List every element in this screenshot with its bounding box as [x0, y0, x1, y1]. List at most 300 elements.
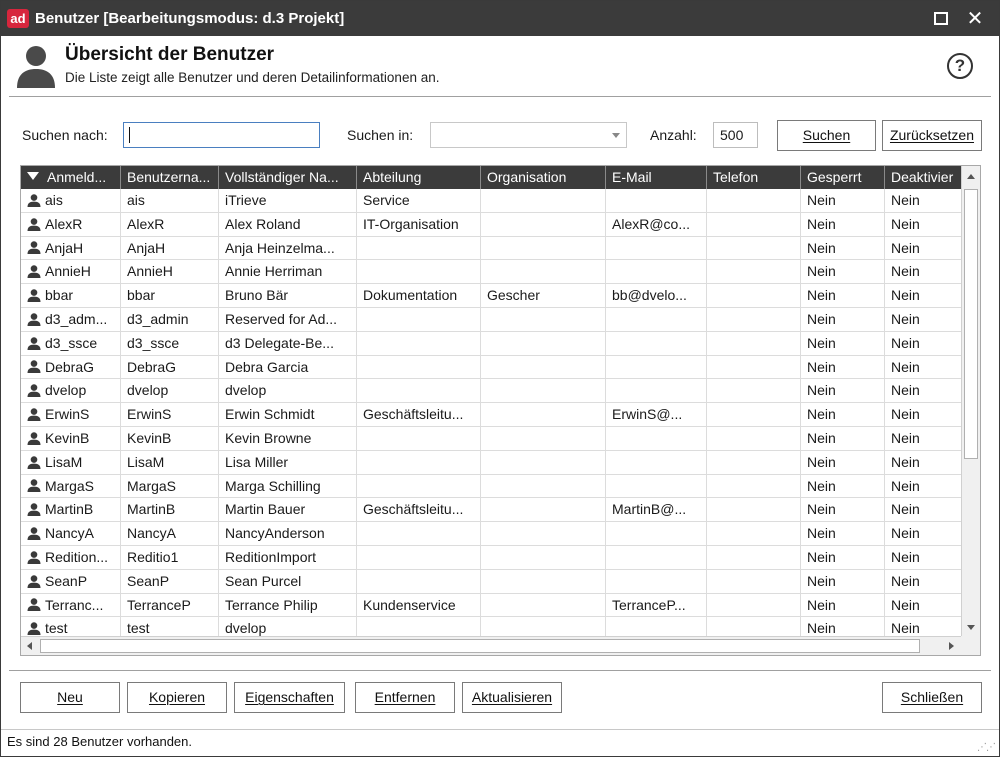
- table-cell: [357, 427, 481, 451]
- cell-text: d3_ssce: [45, 334, 98, 351]
- sort-descending-icon: [27, 172, 39, 180]
- cell-text: MargaS: [45, 477, 95, 494]
- table-cell: [121, 498, 219, 522]
- table-cell: [707, 403, 801, 427]
- table-cell: [606, 356, 707, 380]
- horizontal-scrollbar[interactable]: [21, 636, 980, 655]
- table-cell: [219, 570, 357, 594]
- app-logo-icon: ad: [7, 9, 29, 28]
- table-cell: [357, 570, 481, 594]
- cell-text: Nein: [891, 501, 920, 518]
- table-cell: [121, 260, 219, 284]
- table-cell: [885, 308, 962, 332]
- table-row[interactable]: [21, 451, 962, 475]
- cell-text: IT-Organisation: [363, 215, 459, 232]
- cell-text: Geschäftsleitu...: [363, 406, 464, 423]
- search-for-input[interactable]: [123, 122, 320, 148]
- table-cell: [606, 522, 707, 546]
- table-cell: [885, 356, 962, 380]
- cell-text: AnjaH: [127, 239, 166, 256]
- cell-text: ErwinS: [127, 406, 172, 423]
- scrollbar-corner: [961, 636, 980, 655]
- cell-text: dvelop: [225, 620, 267, 637]
- table-cell: [481, 260, 606, 284]
- table-cell: [606, 332, 707, 356]
- table-cell: [885, 546, 962, 570]
- table-cell: [21, 356, 121, 380]
- table-cell: [707, 546, 801, 570]
- table-row[interactable]: [21, 379, 962, 403]
- table-cell: [885, 237, 962, 261]
- table-cell: [606, 427, 707, 451]
- table-body: [21, 189, 962, 641]
- table-cell: [219, 427, 357, 451]
- table-cell: [357, 284, 481, 308]
- table-row[interactable]: [21, 356, 962, 380]
- cell-text: KevinB: [127, 429, 172, 446]
- cell-text: test: [45, 620, 68, 637]
- cell-text: Nein: [807, 501, 836, 518]
- user-icon: [27, 337, 41, 350]
- user-icon: [27, 432, 41, 445]
- table-cell: [21, 427, 121, 451]
- scroll-down-icon[interactable]: [967, 625, 975, 630]
- column-header[interactable]: [885, 166, 962, 189]
- table-cell: [219, 451, 357, 475]
- table-cell: [121, 475, 219, 499]
- table-cell: [481, 427, 606, 451]
- cell-text: d3_ssce: [127, 334, 180, 351]
- column-header[interactable]: [219, 166, 357, 189]
- cell-text: d3_adm...: [45, 310, 108, 327]
- cell-text: MartinB: [127, 501, 176, 518]
- table-cell: [219, 308, 357, 332]
- user-icon: [27, 313, 41, 326]
- table-cell: [219, 260, 357, 284]
- table-cell: [801, 379, 885, 403]
- cell-text: ErwinS@...: [612, 406, 683, 423]
- table-cell: [481, 522, 606, 546]
- table-cell: [21, 475, 121, 499]
- cell-text: Nein: [807, 477, 836, 494]
- cell-text: Nein: [891, 596, 920, 613]
- table-cell: [121, 356, 219, 380]
- cell-text: Gescher: [487, 287, 540, 304]
- cell-text: Nein: [807, 620, 836, 637]
- table-cell: [357, 237, 481, 261]
- table-cell: [801, 403, 885, 427]
- table-cell: [801, 356, 885, 380]
- cell-text: Nein: [891, 525, 920, 542]
- table-row[interactable]: [21, 570, 962, 594]
- cell-text: test: [127, 620, 150, 637]
- cell-text: Terrance Philip: [225, 596, 318, 613]
- table-cell: [481, 475, 606, 499]
- window-title: Benutzer [Bearbeitungsmodus: d.3 Projekt]: [35, 10, 345, 27]
- column-header[interactable]: [357, 166, 481, 189]
- table-row[interactable]: [21, 403, 962, 427]
- search-for-label: Suchen nach:: [22, 127, 108, 143]
- cell-text: DebraG: [45, 358, 95, 375]
- column-header-label: Deaktivier: [891, 169, 954, 185]
- close-window-button[interactable]: [957, 1, 993, 36]
- user-avatar-icon: [15, 44, 57, 88]
- table-cell: [606, 379, 707, 403]
- page-subtitle: Die Liste zeigt alle Benutzer und deren Detailinformationen an.: [65, 70, 440, 85]
- table-cell: [606, 260, 707, 284]
- cell-text: Nein: [807, 429, 836, 446]
- table-row[interactable]: [21, 308, 962, 332]
- table-cell: [357, 546, 481, 570]
- count-value: 500: [720, 127, 744, 143]
- header-divider: [9, 96, 991, 97]
- column-header-label: Abteilung: [363, 169, 422, 185]
- vertical-scroll-thumb[interactable]: [964, 189, 978, 459]
- cell-text: d3 Delegate-Be...: [225, 334, 334, 351]
- cell-text: Nein: [807, 263, 836, 280]
- cell-text: ais: [127, 192, 145, 208]
- cell-text: ais: [45, 192, 63, 208]
- cell-text: MargaS: [127, 477, 177, 494]
- table-cell: [481, 403, 606, 427]
- cell-text: ReditionImport: [225, 548, 317, 565]
- column-header-label: Benutzerna...: [127, 169, 211, 185]
- cell-text: Nein: [891, 287, 920, 304]
- cell-text: Nein: [891, 192, 920, 208]
- table-cell: [606, 594, 707, 618]
- table-row[interactable]: [21, 546, 962, 570]
- table-cell: [357, 189, 481, 213]
- column-header[interactable]: [801, 166, 885, 189]
- cell-text: Nein: [807, 596, 836, 613]
- table-cell: [21, 451, 121, 475]
- table-cell: [885, 260, 962, 284]
- table-cell: [21, 189, 121, 213]
- maximize-button[interactable]: [923, 1, 959, 36]
- user-icon: [27, 575, 41, 588]
- table-cell: [707, 284, 801, 308]
- table-cell: [707, 260, 801, 284]
- table-cell: [219, 284, 357, 308]
- user-icon: [27, 408, 41, 421]
- cell-text: Nein: [891, 453, 920, 470]
- table-cell: [219, 403, 357, 427]
- cell-text: Nein: [807, 525, 836, 542]
- close-icon: ✕: [966, 8, 984, 30]
- table-cell: [481, 356, 606, 380]
- table-cell: [21, 403, 121, 427]
- table-cell: [606, 570, 707, 594]
- table-cell: [801, 475, 885, 499]
- table-cell: [801, 189, 885, 213]
- table-header: [21, 166, 962, 189]
- table-row[interactable]: [21, 475, 962, 499]
- table-cell: [481, 451, 606, 475]
- table-cell: [885, 332, 962, 356]
- cell-text: Nein: [807, 358, 836, 375]
- table-cell: [121, 451, 219, 475]
- table-cell: [121, 546, 219, 570]
- table-cell: [707, 237, 801, 261]
- status-bar: [1, 729, 999, 756]
- table-cell: [121, 189, 219, 213]
- table-cell: [606, 546, 707, 570]
- column-header[interactable]: [707, 166, 801, 189]
- column-header[interactable]: [606, 166, 707, 189]
- cell-text: Nein: [807, 239, 836, 256]
- table-cell: [606, 189, 707, 213]
- table-cell: [885, 213, 962, 237]
- cell-text: Dokumentation: [363, 287, 458, 304]
- column-header-label: Vollständiger Na...: [225, 169, 339, 185]
- cell-text: NancyAnderson: [225, 525, 325, 542]
- cell-text: AnnieH: [45, 263, 91, 280]
- table-row[interactable]: [21, 498, 962, 522]
- search-in-dropdown[interactable]: [430, 122, 627, 148]
- table-cell: [606, 213, 707, 237]
- table-cell: [21, 284, 121, 308]
- vertical-scrollbar[interactable]: [961, 166, 980, 637]
- user-icon: [27, 384, 41, 397]
- cell-text: Nein: [807, 334, 836, 351]
- user-icon: [27, 479, 41, 492]
- table-cell: [801, 237, 885, 261]
- scroll-left-icon[interactable]: [27, 642, 32, 650]
- column-header[interactable]: [121, 166, 219, 189]
- cell-text: SeanP: [127, 572, 170, 589]
- table-cell: [481, 237, 606, 261]
- resize-grip-icon[interactable]: ⋰⋰: [977, 742, 995, 753]
- chevron-down-icon: [612, 133, 620, 138]
- cell-text: TerranceP: [127, 596, 191, 613]
- table-cell: [219, 379, 357, 403]
- column-header[interactable]: [21, 166, 121, 189]
- cell-text: MartinB@...: [612, 501, 687, 518]
- table-cell: [707, 356, 801, 380]
- cell-text: dvelop: [225, 382, 267, 399]
- table-cell: [219, 189, 357, 213]
- user-icon: [27, 551, 41, 564]
- page-title: Übersicht der Benutzer: [65, 44, 275, 65]
- title-bar[interactable]: [1, 1, 999, 36]
- column-header-label: E-Mail: [612, 169, 652, 185]
- users-table[interactable]: [20, 165, 981, 656]
- table-cell: [885, 379, 962, 403]
- scroll-right-icon[interactable]: [949, 642, 954, 650]
- cell-text: DebraG: [127, 358, 177, 375]
- table-cell: [121, 427, 219, 451]
- user-icon: [27, 598, 41, 611]
- user-icon: [27, 289, 41, 302]
- horizontal-scroll-thumb[interactable]: [40, 639, 920, 653]
- cell-text: dvelop: [45, 382, 87, 399]
- cell-text: Nein: [891, 620, 920, 637]
- cell-text: Erwin Schmidt: [225, 406, 315, 423]
- table-cell: [885, 594, 962, 618]
- table-cell: [801, 498, 885, 522]
- table-cell: [357, 498, 481, 522]
- table-cell: [357, 475, 481, 499]
- cell-text: Nein: [807, 453, 836, 470]
- cell-text: Nein: [891, 215, 920, 232]
- cell-text: NancyA: [45, 525, 95, 542]
- table-cell: [481, 594, 606, 618]
- page-header: [1, 36, 999, 96]
- count-input[interactable]: [713, 122, 758, 148]
- table-cell: [801, 570, 885, 594]
- column-header-label: Anmeld...: [47, 169, 107, 185]
- table-cell: [885, 570, 962, 594]
- user-icon: [27, 265, 41, 278]
- user-icon: [27, 503, 41, 516]
- table-cell: [707, 332, 801, 356]
- cell-text: Kevin Browne: [225, 429, 312, 446]
- table-row[interactable]: [21, 284, 962, 308]
- cell-text: Bruno Bär: [225, 287, 289, 304]
- table-cell: [357, 451, 481, 475]
- table-row[interactable]: [21, 189, 962, 213]
- table-cell: [121, 522, 219, 546]
- cell-text: Reserved for Ad...: [225, 310, 338, 327]
- table-row[interactable]: [21, 237, 962, 261]
- table-cell: [21, 237, 121, 261]
- table-cell: [21, 379, 121, 403]
- table-cell: [707, 522, 801, 546]
- table-cell: [606, 308, 707, 332]
- cell-text: Nein: [891, 429, 920, 446]
- table-row[interactable]: [21, 213, 962, 237]
- table-cell: [219, 498, 357, 522]
- table-cell: [801, 213, 885, 237]
- cell-text: Nein: [891, 310, 920, 327]
- status-text: Es sind 28 Benutzer vorhanden.: [7, 734, 193, 749]
- table-cell: [801, 332, 885, 356]
- cell-text: SeanP: [45, 572, 88, 589]
- table-row[interactable]: [21, 332, 962, 356]
- properties-button[interactable]: Eigenschaften: [234, 682, 345, 713]
- table-cell: [357, 332, 481, 356]
- table-cell: [481, 308, 606, 332]
- table-cell: [606, 403, 707, 427]
- column-header-label: Gesperrt: [807, 169, 862, 185]
- cell-text: Marga Schilling: [225, 477, 321, 494]
- cell-text: Sean Purcel: [225, 572, 302, 589]
- cell-text: d3_admin: [127, 310, 189, 327]
- cell-text: Debra Garcia: [225, 358, 309, 375]
- table-cell: [707, 475, 801, 499]
- table-cell: [21, 594, 121, 618]
- table-cell: [606, 451, 707, 475]
- table-row[interactable]: [21, 594, 962, 618]
- cell-text: Nein: [891, 239, 920, 256]
- cell-text: iTrieve: [225, 192, 267, 208]
- cell-text: bb@dvelo...: [612, 287, 687, 304]
- table-cell: [219, 594, 357, 618]
- remove-button[interactable]: Entfernen: [355, 682, 455, 713]
- table-cell: [801, 427, 885, 451]
- cell-text: TerranceP...: [612, 596, 686, 613]
- refresh-button[interactable]: Aktualisieren: [462, 682, 562, 713]
- table-cell: [481, 332, 606, 356]
- table-cell: [219, 356, 357, 380]
- table-cell: [121, 284, 219, 308]
- cell-text: Lisa Miller: [225, 453, 289, 470]
- cell-text: Nein: [807, 548, 836, 565]
- new-button[interactable]: Neu: [20, 682, 120, 713]
- text-caret: [129, 127, 130, 143]
- table-cell: [21, 308, 121, 332]
- cell-text: AnnieH: [127, 263, 173, 280]
- help-icon[interactable]: ?: [947, 53, 973, 79]
- table-cell: [21, 570, 121, 594]
- cell-text: AlexR: [127, 215, 165, 232]
- table-cell: [481, 379, 606, 403]
- table-cell: [801, 546, 885, 570]
- table-cell: [481, 546, 606, 570]
- reset-button[interactable]: Zurücksetzen: [882, 120, 982, 151]
- table-cell: [21, 522, 121, 546]
- table-cell: [219, 237, 357, 261]
- cell-text: Nein: [807, 406, 836, 423]
- footer-divider: [9, 670, 991, 671]
- table-cell: [21, 332, 121, 356]
- table-cell: [21, 546, 121, 570]
- cell-text: ErwinS: [45, 406, 90, 423]
- table-cell: [357, 356, 481, 380]
- table-row[interactable]: [21, 427, 962, 451]
- table-cell: [121, 332, 219, 356]
- cell-text: KevinB: [45, 429, 90, 446]
- table-cell: [121, 308, 219, 332]
- cell-text: Nein: [807, 192, 836, 208]
- cell-text: NancyA: [127, 525, 177, 542]
- search-button[interactable]: Suchen: [777, 120, 876, 151]
- maximize-icon: [934, 12, 948, 25]
- table-cell: [606, 475, 707, 499]
- count-label: Anzahl:: [650, 127, 697, 143]
- cell-text: Nein: [891, 572, 920, 589]
- table-cell: [707, 427, 801, 451]
- table-cell: [606, 498, 707, 522]
- scroll-up-icon[interactable]: [967, 174, 975, 179]
- column-header[interactable]: [481, 166, 606, 189]
- table-cell: [707, 451, 801, 475]
- cell-text: Nein: [807, 382, 836, 399]
- table-cell: [801, 451, 885, 475]
- table-cell: [481, 498, 606, 522]
- table-cell: [481, 189, 606, 213]
- table-row[interactable]: [21, 260, 962, 284]
- table-cell: [481, 284, 606, 308]
- cell-text: Alex Roland: [225, 215, 301, 232]
- table-cell: [885, 451, 962, 475]
- cell-text: dvelop: [127, 382, 169, 399]
- copy-button[interactable]: Kopieren: [127, 682, 227, 713]
- table-cell: [801, 284, 885, 308]
- user-icon: [27, 622, 41, 635]
- table-cell: [481, 213, 606, 237]
- cell-text: Geschäftsleitu...: [363, 501, 464, 518]
- close-button[interactable]: Schließen: [882, 682, 982, 713]
- table-cell: [357, 213, 481, 237]
- table-row[interactable]: [21, 522, 962, 546]
- table-cell: [121, 570, 219, 594]
- user-icon: [27, 194, 41, 207]
- table-cell: [357, 594, 481, 618]
- table-cell: [219, 475, 357, 499]
- search-in-label: Suchen in:: [347, 127, 414, 143]
- table-cell: [357, 403, 481, 427]
